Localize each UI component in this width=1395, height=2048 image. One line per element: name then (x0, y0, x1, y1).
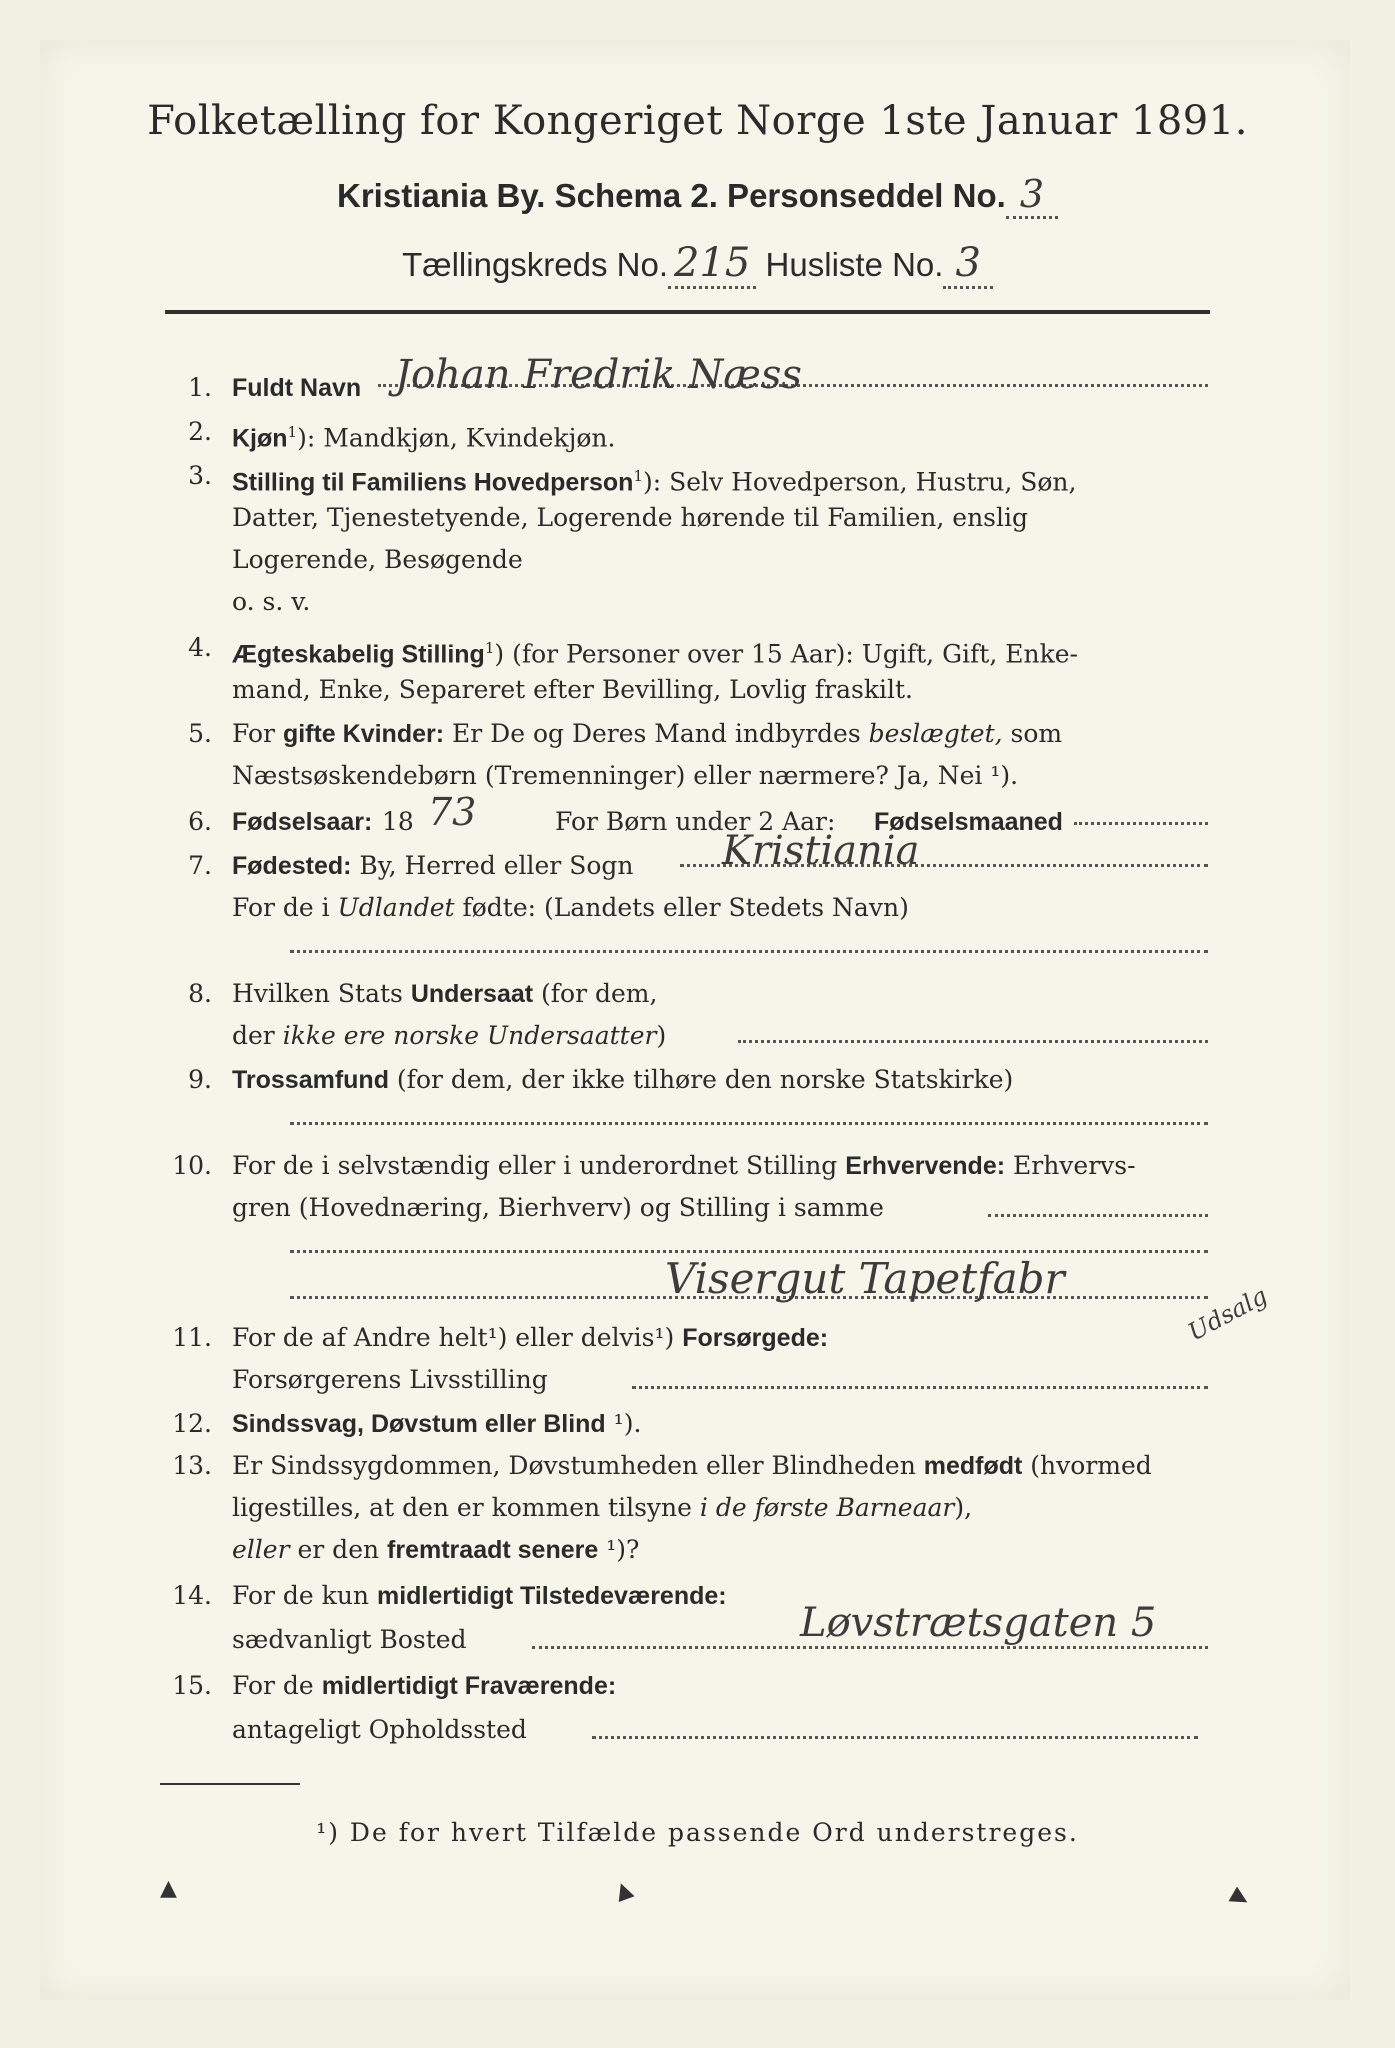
q11-text (232, 1322, 828, 1354)
q6-answer: 73 (428, 790, 477, 834)
personseddel-number: 3 (1006, 172, 1058, 219)
q6-month-line (1074, 822, 1208, 825)
triangle-mark-icon: ▲ (611, 1875, 636, 1906)
q7-text-2a: For de i (232, 893, 338, 922)
q3-text (232, 460, 1076, 498)
kreds-number: 215 (668, 240, 756, 289)
q13-label: medfødt (923, 1452, 1023, 1480)
q9-text-a: (for dem, der ikke tilhøre den norske Statskirke) (388, 1065, 1014, 1094)
q14-num: 14. (172, 1581, 212, 1610)
q13-num: 13. (172, 1451, 212, 1480)
q9-answer-line (290, 1122, 1208, 1125)
q3-options-3: Logerende, Besøgende (232, 545, 523, 574)
q11-label: Forsørgede: (682, 1324, 829, 1352)
q11-text-a: For de af Andre helt¹) eller delvis¹) (232, 1323, 683, 1352)
q7-text-2b: fødte: (Landets eller Stedets Navn) (454, 893, 909, 922)
q6-label-2: Fødselsmaaned (874, 808, 1063, 836)
q10-answer: Visergut Tapetfabr (665, 1254, 1065, 1303)
q5-italic: beslægtet, (868, 719, 1003, 748)
q15-text-2: antageligt Opholdssted (232, 1715, 527, 1744)
q2-sup: 1 (287, 423, 298, 441)
q7-text-2 (232, 892, 909, 924)
q8-answer-line (738, 1040, 1208, 1043)
q4-text (232, 632, 1078, 670)
q9-text (232, 1064, 1013, 1096)
q15-text (232, 1670, 616, 1702)
q10-text-2: gren (Hovednæring, Bierhverv) og Stilling i samme (232, 1193, 884, 1222)
q10-text-b: Erhvervs- (1005, 1151, 1136, 1180)
q5-text-c: som (1002, 719, 1063, 748)
q8-text-2a: der (232, 1021, 283, 1050)
q7-num: 7. (188, 851, 212, 880)
q3-sup: 1 (633, 467, 643, 485)
q12-label: Sindssvag, Døvstum eller Blind (232, 1410, 606, 1438)
q9-num: 9. (188, 1065, 212, 1094)
q14-text-a: For de kun (232, 1581, 377, 1610)
triangle-mark-icon: ▲ (160, 1876, 177, 1901)
q6-prefix: 18 (382, 807, 414, 836)
footnote: ¹) De for hvert Tilfælde passende Ord understreges. (316, 1818, 1079, 1847)
q12-num: 12. (172, 1409, 212, 1438)
q2-options: ): Mandkjøn, Kvindekjøn. (297, 423, 616, 453)
q1-num: 1. (188, 373, 212, 402)
q5-text-2: Næstsøskendebørn (Tremenninger) eller nærmere? Ja, Nei ¹). (232, 761, 1019, 790)
q5-text-a: For (232, 719, 283, 748)
q10-label: Erhvervende: (845, 1152, 1006, 1180)
q14-text (232, 1580, 727, 1612)
q4-options-1: ) (for Personer over 15 Aar): Ugift, Gift, Enke- (494, 639, 1078, 669)
triangle-mark-icon: ▶ (1226, 1882, 1255, 1913)
q4-options-2: mand, Enke, Separeret efter Bevilling, Lovlig fraskilt. (232, 675, 913, 704)
q8-num: 8. (188, 979, 212, 1008)
q8-text-2i: ikke ere norske Undersaatter (282, 1021, 657, 1050)
q7-label: Fødested: (232, 852, 352, 880)
q13-text-3 (232, 1534, 639, 1566)
q8-text-a: Hvilken Stats (232, 979, 411, 1008)
q6-text: For Børn under 2 Aar: (555, 807, 836, 836)
form-title: Folketælling for Kongeriget Norge 1ste Januar 1891. (147, 98, 1248, 144)
q15-answer-line (592, 1736, 1198, 1739)
husliste-label: Husliste No. (765, 246, 944, 283)
q3-label: Stilling til Familiens Hovedperson (232, 468, 634, 497)
q2-num: 2. (188, 417, 212, 446)
q4-label: Ægteskabelig Stilling (232, 640, 485, 669)
q11-text-2: Forsørgerens Livsstilling (232, 1365, 548, 1394)
q13-text-3a: er den (289, 1535, 388, 1564)
q12-text-a: ¹). (605, 1409, 642, 1438)
footnote-rule (160, 1783, 300, 1785)
q5-num: 5. (188, 719, 212, 748)
q13-text-a: Er Sindssygdommen, Døvstumheden eller Blindheden (232, 1451, 924, 1480)
husliste-number: 3 (943, 240, 992, 289)
q8-text (232, 978, 657, 1010)
q10-line-a (988, 1214, 1208, 1217)
kreds-label: Tællingskreds No. (402, 246, 669, 283)
q12-text (232, 1408, 641, 1440)
q8-text-b: (for dem, (533, 979, 658, 1008)
q13-text-3i: eller (232, 1535, 290, 1564)
form-subtitle (0, 172, 1395, 216)
q10-text (232, 1150, 1136, 1182)
q14-answer-line (532, 1646, 1208, 1649)
q7-text (232, 850, 633, 882)
q7-text-2i: Udlandet (337, 893, 455, 922)
q13-text-2 (232, 1492, 972, 1524)
q13-label-3: fremtraadt senere (387, 1536, 599, 1564)
q4-num: 4. (188, 633, 212, 662)
q5-text (232, 718, 1062, 750)
q10-answer-2: Udsalg (1183, 1281, 1272, 1347)
q13-text-2i: i de første Barneaar (699, 1493, 955, 1522)
q4-sup: 1 (484, 639, 495, 657)
q10-num: 10. (172, 1151, 212, 1180)
form-district-line (0, 240, 1395, 286)
q13-text-3b: ¹)? (598, 1535, 640, 1564)
q8-text-2 (232, 1020, 666, 1052)
q6-num: 6. (188, 807, 212, 836)
q2-label: Kjøn (232, 424, 288, 453)
q10-line-b (290, 1250, 1208, 1253)
q3-options-1: ): Selv Hovedperson, Hustru, Søn, (643, 467, 1077, 497)
q6-label: Fødselsaar: (232, 808, 373, 836)
q14-label: midlertidigt Tilstedeværende: (376, 1582, 727, 1610)
q1-label: Fuldt Navn (232, 374, 362, 402)
q15-label: midlertidigt Fraværende: (321, 1672, 617, 1700)
q14-answer: Løvstrætsgaten 5 (800, 1600, 1157, 1646)
q3-options-2: Datter, Tjenestetyende, Logerende hørende til Familien, enslig (232, 503, 1029, 532)
q5-label: gifte Kvinder: (282, 720, 445, 748)
q11-answer-line (632, 1386, 1208, 1389)
q15-text-a: For de (232, 1671, 322, 1700)
q9-label: Trossamfund (232, 1066, 389, 1094)
q7-foreign-line (290, 950, 1208, 953)
header-rule (165, 310, 1210, 314)
q10-text-a: For de i selvstændig eller i underordnet Stilling (232, 1151, 846, 1180)
q15-num: 15. (172, 1671, 212, 1700)
q7-text-a: By, Herred eller Sogn (351, 851, 634, 880)
q14-text-2: sædvanligt Bosted (232, 1625, 467, 1654)
q13-text-b: (hvormed (1022, 1451, 1152, 1480)
q2-text (232, 416, 615, 454)
q8-label: Undersaat (410, 980, 534, 1008)
subtitle-text: Kristiania By. Schema 2. Personseddel No. (337, 177, 1006, 214)
q13-text-2a: ligestilles, at den er kommen tilsyne (232, 1493, 700, 1522)
q7-answer: Kristiania (722, 828, 920, 874)
q5-text-b: Er De og Deres Mand indbyrdes (444, 719, 869, 748)
q3-options-4: o. s. v. (232, 587, 311, 616)
q13-text (232, 1450, 1152, 1482)
q1-answer: Johan Fredrik Næss (395, 352, 802, 398)
q3-num: 3. (188, 461, 212, 490)
q13-text-2b: ), (954, 1493, 973, 1522)
q8-text-2b: ) (656, 1021, 667, 1050)
q11-num: 11. (172, 1323, 212, 1352)
